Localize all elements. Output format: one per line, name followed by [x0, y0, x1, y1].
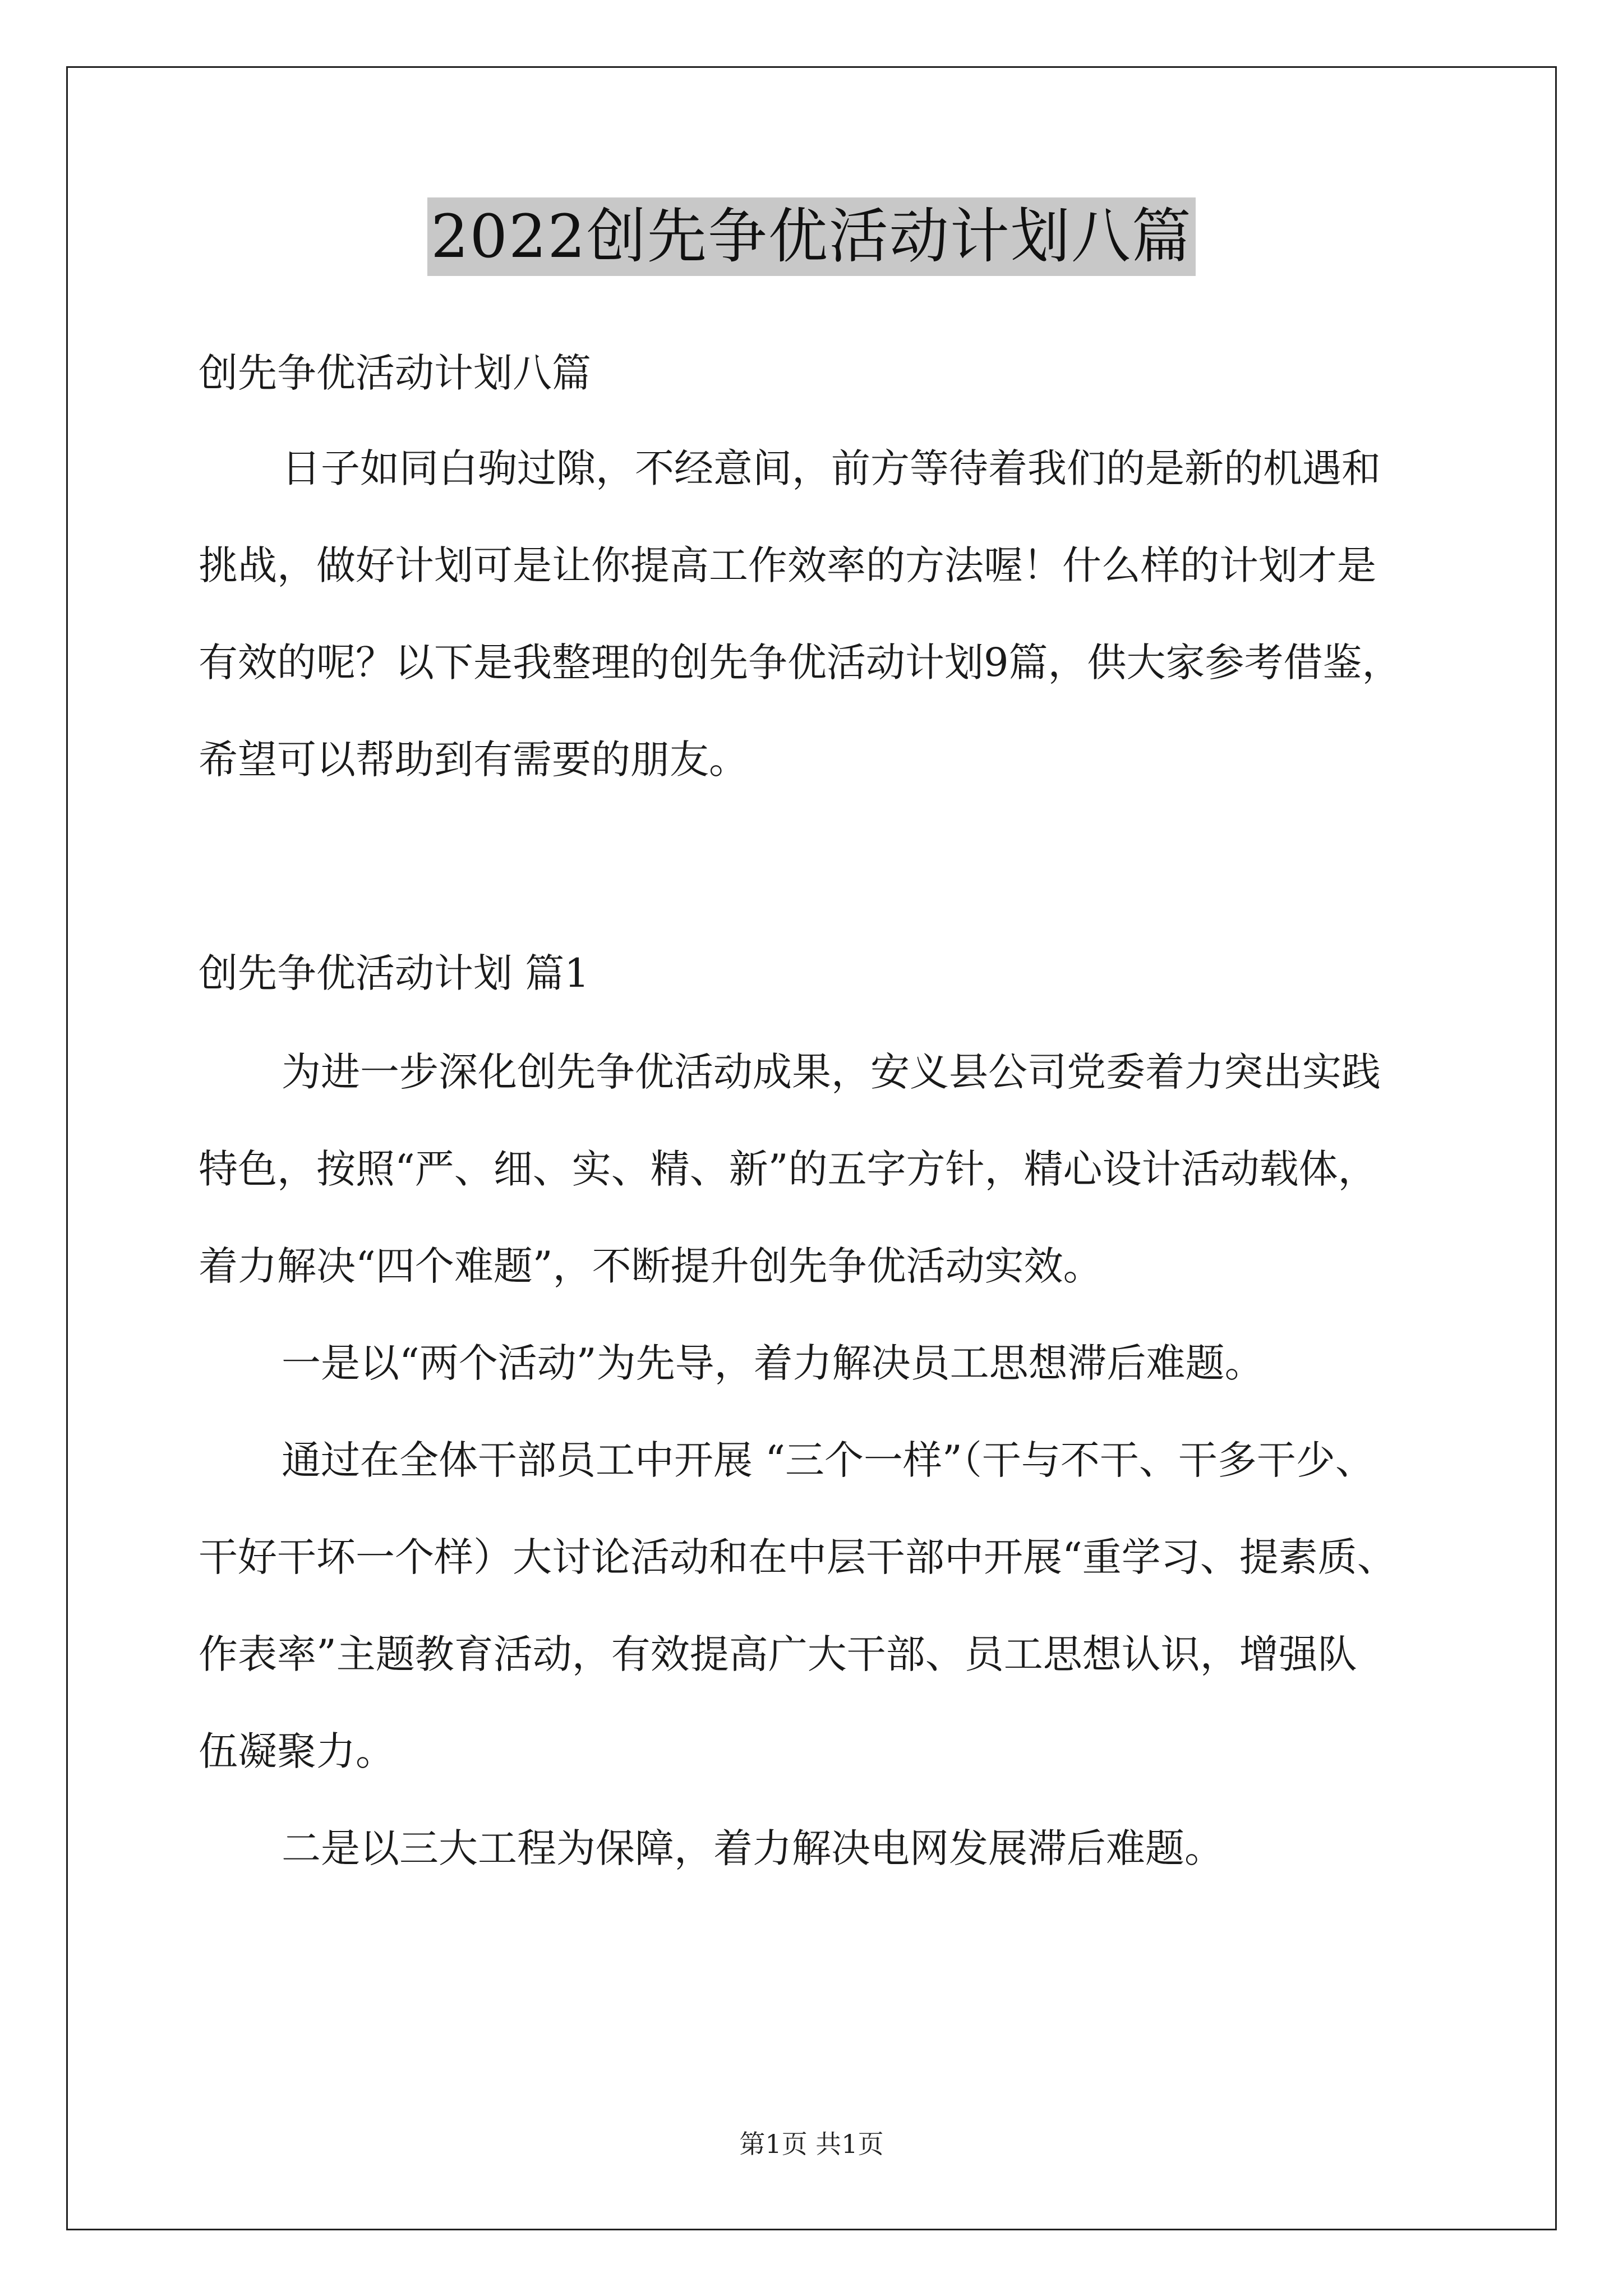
- section-line-4: 一是以“两个活动”为先导，着力解决员工思想滞后难题。: [282, 1340, 1264, 1386]
- document-title: 2022创先争优活动计划八篇: [427, 197, 1196, 276]
- section-line-7: 作表率”主题教育活动，有效提高广大干部、员工思想认识，增强队: [199, 1631, 1357, 1677]
- section-line-5: 通过在全体干部员工中开展 “三个一样”（干与不干、干多干少、: [282, 1437, 1375, 1483]
- intro-line-4: 希望可以帮助到有需要的朋友。: [199, 737, 748, 783]
- title-container: [0, 197, 1623, 276]
- section-line-1: 为进一步深化创先争优活动成果，安义县公司党委着力突出实践: [282, 1049, 1381, 1095]
- section-line-9: 二是以三大工程为保障，着力解决电网发展滞后难题。: [282, 1825, 1224, 1871]
- section-line-3: 着力解决“四个难题”，不断提升创先争优活动实效。: [199, 1243, 1103, 1289]
- page-footer: 第1页 共1页: [739, 2129, 884, 2159]
- section-line-8: 伍凝聚力。: [199, 1728, 395, 1774]
- section-heading: 创先争优活动计划 篇1: [199, 950, 589, 996]
- intro-line-3: 有效的呢？以下是我整理的创先争优活动计划9篇，供大家参考借鉴，: [199, 639, 1401, 685]
- section-line-6: 干好干坏一个样）大讨论活动和在中层干部中开展“重学习、提素质、: [199, 1534, 1396, 1580]
- intro-line-2: 挑战，做好计划可是让你提高工作效率的方法喔！什么样的计划才是: [199, 542, 1376, 588]
- document-subtitle: 创先争优活动计划八篇: [199, 350, 591, 396]
- section-line-2: 特色，按照“严、细、实、精、新”的五字方针，精心设计活动载体，: [199, 1146, 1377, 1192]
- intro-line-1: 日子如同白驹过隙，不经意间，前方等待着我们的是新的机遇和: [282, 445, 1381, 491]
